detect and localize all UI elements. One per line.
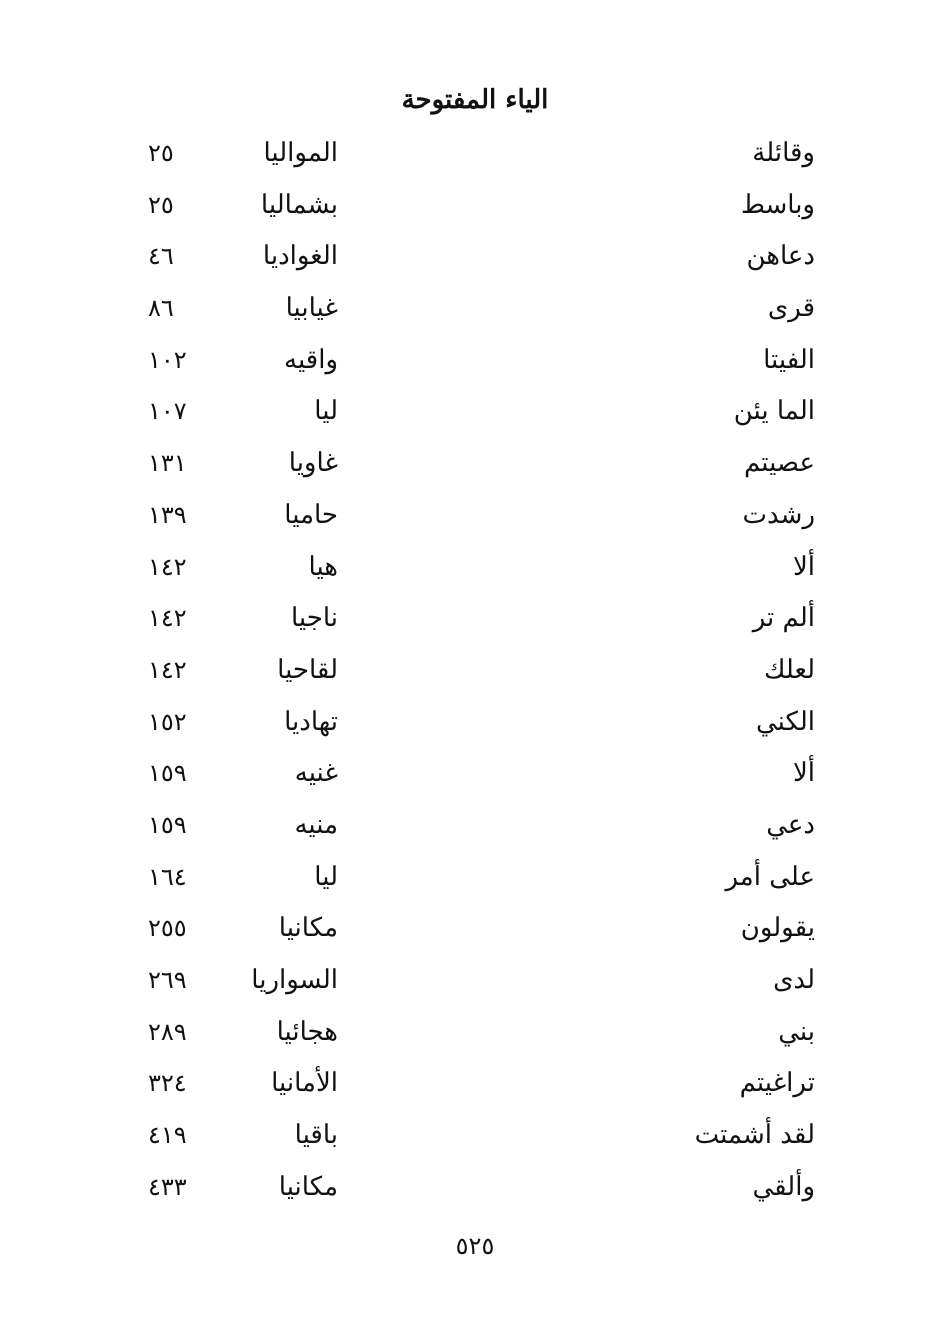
first-word: الكني — [755, 706, 815, 737]
rhyme-word: بشماليا — [260, 189, 338, 220]
index-row — [0, 1007, 950, 1059]
rhyme-word: هجائيا — [276, 1016, 338, 1047]
first-word: دعاهن — [746, 241, 815, 272]
page-reference: ١٤٢ — [148, 655, 187, 684]
rhyme-word: هيا — [308, 551, 338, 582]
rhyme-word: مكانيا — [278, 1171, 338, 1202]
first-word: عصيتم — [743, 448, 815, 479]
index-row — [0, 335, 950, 387]
rhyme-index-list — [0, 128, 950, 1213]
index-row — [0, 697, 950, 749]
index-row — [0, 1162, 950, 1214]
rhyme-word: ناجيا — [291, 603, 338, 634]
page-reference: ٣٢٤ — [148, 1069, 187, 1098]
page-reference: ١٠٧ — [148, 397, 187, 426]
page-reference: ١٤٢ — [148, 552, 187, 581]
index-row — [0, 128, 950, 180]
rhyme-word: تهاديا — [284, 706, 338, 737]
first-word: تراغيتم — [739, 1068, 815, 1099]
page-reference: ٢٦٩ — [148, 966, 187, 994]
index-row — [0, 645, 950, 697]
page-reference: ٢٨٩ — [148, 1017, 187, 1046]
index-row — [0, 542, 950, 594]
index-row — [0, 593, 950, 645]
first-word: ألا — [792, 551, 815, 582]
rhyme-word: ليا — [314, 396, 338, 427]
index-row — [0, 438, 950, 490]
page-number: ٥٢٥ — [455, 1232, 495, 1260]
rhyme-word: الغواديا — [262, 241, 338, 272]
index-row — [0, 955, 950, 1007]
page-reference: ١٣١ — [148, 449, 187, 478]
first-word: يقولون — [740, 913, 815, 944]
rhyme-word: باقيا — [294, 1120, 338, 1151]
rhyme-word: السواريا — [251, 965, 338, 995]
first-word: لقد أشمتت — [694, 1120, 815, 1151]
page-reference: ١٣٩ — [148, 500, 187, 529]
page-reference: ١٥٩ — [148, 759, 187, 788]
first-word: ألم تر — [752, 603, 815, 634]
index-row — [0, 903, 950, 955]
first-word: دعي — [766, 809, 815, 840]
index-row — [0, 1110, 950, 1162]
index-row — [0, 180, 950, 232]
rhyme-word: منيه — [294, 809, 338, 840]
rhyme-word: المواليا — [263, 138, 338, 168]
page-reference: ٤٦ — [148, 242, 174, 271]
index-row — [0, 800, 950, 852]
rhyme-word: واقيه — [284, 344, 338, 375]
rhyme-word: مكانيا — [278, 913, 338, 944]
page-reference: ٤٣٣ — [148, 1172, 187, 1201]
index-row — [0, 748, 950, 800]
rhyme-word: ليا — [314, 861, 338, 892]
index-row — [0, 283, 950, 335]
rhyme-word: غيابيا — [285, 293, 338, 324]
page-reference: ١٥٩ — [148, 810, 187, 839]
first-word: وقائلة — [752, 138, 815, 168]
page-reference: ١٠٢ — [148, 345, 187, 374]
page-reference: ٤١٩ — [148, 1121, 187, 1150]
index-row — [0, 231, 950, 283]
page-reference: ٨٦ — [148, 294, 174, 323]
page-reference: ١٤٢ — [148, 604, 187, 633]
rhyme-word: غنيه — [294, 758, 338, 789]
first-word: الما يئن — [733, 396, 815, 427]
page-reference: ٢٥ — [148, 139, 174, 167]
first-word: لعلك — [764, 654, 815, 685]
first-word: الفيتا — [763, 344, 815, 375]
rhyme-word: حاميا — [284, 499, 338, 530]
rhyme-word: غاويا — [288, 448, 338, 479]
first-word: ألا — [792, 758, 815, 789]
first-word: لدى — [773, 965, 815, 995]
first-word: وباسط — [740, 189, 815, 220]
page-reference: ١٦٤ — [148, 862, 187, 891]
first-word: وألقي — [752, 1171, 815, 1202]
first-word: قرى — [767, 293, 815, 324]
rhyme-word: الأمانيا — [271, 1068, 338, 1099]
index-row — [0, 1058, 950, 1110]
index-row — [0, 852, 950, 904]
index-row — [0, 490, 950, 542]
page-reference: ٢٥٥ — [148, 914, 187, 943]
first-word: بني — [778, 1016, 815, 1047]
first-word: على أمر — [725, 861, 815, 892]
page-reference: ٢٥ — [148, 190, 174, 219]
page-title: الياء المفتوحة — [401, 85, 549, 115]
page-reference: ١٥٢ — [148, 707, 187, 736]
rhyme-word: لقاحيا — [277, 654, 338, 685]
first-word: رشدت — [742, 499, 815, 530]
index-row — [0, 386, 950, 438]
